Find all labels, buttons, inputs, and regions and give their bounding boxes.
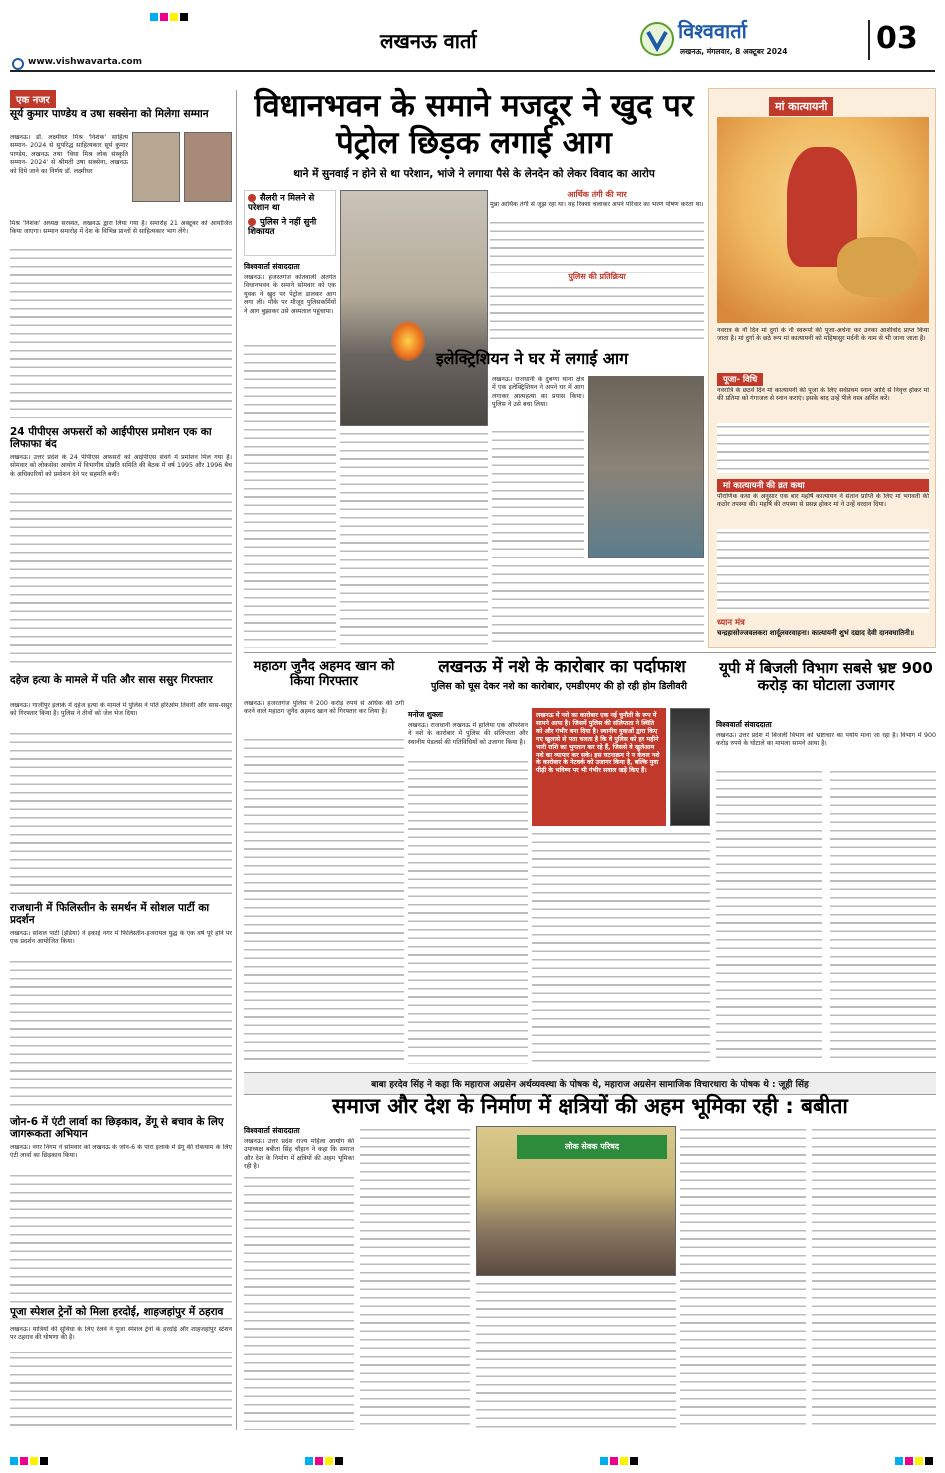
- bottom-byline: विश्ववार्ता संवाददाता: [244, 1126, 300, 1135]
- sidebar-title: मां कात्यायनी: [769, 97, 833, 116]
- electrician-headline: इलेक्ट्रिशियन ने घर में लगाई आग: [435, 349, 629, 368]
- bottom-headline: समाज और देश के निर्माण में क्षत्रियों की अहम भूमिका रही : बबीता: [332, 1094, 848, 1118]
- drugs-subheadline: पुलिस को घूस देकर नशे का कारोबार, एमडीएमए की हो रही होम डिलीवरी: [431, 681, 687, 692]
- drugs-body: लखनऊ। राजधानी लखनऊ में हालिया एक ऑपरेशन ने नशे के कारोबार में पुलिस की संलिप्तता और स्थानीय पेडलर्स की गतिविधियों को उजागर किया है।: [408, 722, 528, 746]
- mantra-title: ध्यान मंत्र: [717, 618, 745, 628]
- power-body: लखनऊ। उत्तर प्रदेश में बिजली विभाग को भ्रष्टाचार का पर्याय माना जा रहा है। विभाग में 900 करोड़ रुपये के घोटाले का मामला सामने आया है।: [716, 732, 936, 748]
- story4-headline: राजधानी में फिलिस्तीन के समर्थन में सोशल पार्टी का प्रदर्शन: [10, 902, 210, 927]
- puja-title: पूजा- विधि: [717, 373, 763, 386]
- story3-body-text: [10, 730, 232, 894]
- power-byline: विश्ववार्ता संवाददाता: [716, 720, 772, 729]
- drugs-pull-quote: लखनऊ में नशे का कारोबार एक नई चुनौती के रूप में सामने आया है। जिसमें पुलिस की संलिप्तता ने स्थिति को और गंभीर बना दिया है। स्थानीय युवाओं द्वारा किए गए खुलासे से पता चलता है कि वे पुलिस को हर महीने भारी राशि का भुगतान कर रहे हैं, जिससे वे खुलेआम नशे का व्यापार कर सके। इस घटनाक्रम ने न केवल नशे के कारोबार के नेटवर्क को उजागर किया है, बल्कि युवा पीढ़ी के भविष्य पर भी गंभीर सवाल खड़े किए हैं।: [532, 708, 666, 826]
- story1-intro: लखनऊ। डॉ. लक्ष्मीधर मिश्र 'निशंक' साहित्य सम्मान- 2024 से सुपरिद्ध साहित्यकार सूर्य कुमार पाण्डेय, लखनऊ तथा 'विधा मिश्र लोक संस्कृति सम्मान- 2024' से श्रीमती उषा सक्सेना, लखनऊ को दिये जाने का निर्णय डॉ. लक्ष्मीधर: [10, 134, 128, 175]
- main-byline: विश्ववार्ता संवाददाता: [244, 262, 300, 271]
- main-headline: विधानभवन के समाने मजदूर ने खुद पर पेट्रोल छिड़क लगाई आग: [254, 88, 694, 161]
- section-label: एक नजर: [10, 90, 56, 108]
- power-headline: यूपी में बिजली विभाग सबसे भ्रष्ट 900 करोड़ का घोटाला उजागर: [719, 659, 933, 695]
- bottom-kicker: बाबा हरदेव सिंह ने कहा कि महाराज अग्रसेन अर्थव्यवस्था के पोषक थे, महाराज अग्रसेन सामाजिक विचारधारा के पोषक थे : जूही सिंह: [244, 1072, 936, 1095]
- page-number-divider: [868, 20, 870, 60]
- cmyk-marks-footer: [10, 1450, 935, 1460]
- story2-body-text: [10, 490, 232, 666]
- electrician-body-text: [492, 428, 584, 558]
- story5-headline: जोन-6 में एंटी लार्वा का छिड़काव, डेंगू से बचाव के लिए जागरूकता अभियान: [10, 1116, 224, 1141]
- electrician-body: लखनऊ। राजधानी के दुबग्गा थाना क्षेत्र में एक इलेक्ट्रिशियन ने अपने घर में आग लगाकर आत्महत्या का प्रयास किया। पुलिस ने उसे बचा लिया।: [492, 376, 584, 409]
- bottom-body: लखनऊ। उत्तर प्रदेश राज्य महिला आयोग की उपाध्यक्ष बबीता सिंह चौहान ने कहा कि समाज और देश के निर्माण में क्षत्रियों की अहम भूमिका रही है।: [244, 1138, 354, 1171]
- story4-body-text: [10, 958, 232, 1108]
- masthead-rule: [10, 70, 935, 72]
- lion-figure-shape: [837, 237, 917, 297]
- power-col2: [830, 768, 936, 1064]
- bullet-1: सैलरी न मिलने से परेशान था: [248, 193, 315, 214]
- sidebar-caption: नवरात्र के नौ दिन मां दुर्गा के नौ स्वरूपों की पूजा-अर्चना कर उनका आशीर्वाद प्राप्त किया जाता है। मां दुर्गा के छठे रूप मां कात्यायनी को महिषासुर मर्दनी के नाम से भी जाना जाता है।: [717, 327, 929, 343]
- junaid-headline: महाठग जुनैद अहमद खान को किया गिरफ्तार: [253, 659, 395, 689]
- story6-headline: पूजा स्पेशल ट्रेनों को मिला हरदोई, शाहजहांपुर में ठहराव: [10, 1306, 232, 1318]
- bottom-col2: [360, 1126, 470, 1430]
- event-banner: लोक सेवक परिषद: [517, 1135, 667, 1159]
- main-photo-fire: [340, 190, 488, 426]
- junaid-body-text: [244, 736, 404, 1064]
- economic-box: [490, 190, 704, 270]
- story2-headline: 24 पीपीएस अफसरों को आईपीएस प्रमोशन एक का लिफाफा बंद: [10, 426, 212, 451]
- main-subheadline: थाने में सुनवाई न होने से था परेशान, भांजे ने लगाया पैसे के लेनदेन को लेकर विवाद का आरोप: [293, 168, 655, 180]
- economic-box-title: आर्थिक तंगी की मार: [567, 190, 627, 199]
- story6-body-text: [10, 1354, 232, 1428]
- sidebar: [708, 88, 936, 648]
- cmyk-marks-top: [150, 6, 190, 25]
- katha-text: पौराणिक कथा के अनुसार एक बार महर्षि कात्यायन ने संतान प्राप्ति के लिए मां भगवती की कठोर तपस्या की। महर्षि की तपस्या से प्रसन्न होकर मां ने उन्हें वरदान दिया।: [717, 493, 929, 509]
- main-bullets: [244, 190, 336, 256]
- story5-body: लखनऊ। नगर निगम ने सोमवार को लखनऊ के जोन-6 के पारा इलाके में डेंगू की रोकथाम के लिए एंटी लार्वा का छिड़काव किया।: [10, 1144, 232, 1160]
- drugs-headline: लखनऊ में नशे के कारोबार का पर्दाफाश: [438, 657, 686, 677]
- masthead: [0, 0, 945, 88]
- electrician-photo: [588, 376, 704, 558]
- economic-box-lines: [490, 219, 704, 273]
- left-divider: [236, 90, 237, 1430]
- story6-body: लखनऊ। यात्रियों की सुविधा के लिए रेलवे ने पूजा स्पेशल ट्रेनों के हरदोई और शाहजहांपुर स्टेशन पर ठहराव की घोषणा की है।: [10, 1326, 232, 1352]
- bullet-dot-icon: [248, 194, 256, 202]
- website-url[interactable]: www.vishwavarta.com: [28, 57, 142, 67]
- bottom-col5: [812, 1126, 936, 1430]
- story4-body: लखनऊ। सोशल पार्टी (इंडिया) ने इकाई नगर में फिलिस्तीन-इजरायल युद्ध के एक वर्ष पूरे होने पर एक प्रदर्शन आयोजित किया।: [10, 930, 232, 946]
- bottom-col1: [244, 1174, 354, 1430]
- bullet-dot-icon: [248, 218, 256, 226]
- drugs-body-text: [408, 758, 528, 1064]
- mantra-text: चन्द्रहासोज्जवलकरा शार्दूलवरवाहना। कात्यायनी शुभं दद्याद देवी दानवघातिनी॥: [717, 629, 915, 637]
- main-body-col2: [340, 430, 488, 648]
- bottom-col4: [680, 1126, 806, 1430]
- story1-headline: सूर्य कुमार पाण्डेय व उषा सक्सेना को मिलेगा सम्मान: [10, 108, 209, 120]
- main-body-text: [244, 342, 336, 648]
- story3-body: लखनऊ। गाजीपुर इलाके में दहेज हत्या के मामले में पुलिस ने पति हरिओम तिवारी और सास-ससुर को गिरफ्तार किया है। पुलिस ने तीनों को जेल भेज दिया।: [10, 702, 232, 718]
- paper-name: विश्ववार्ता: [678, 19, 747, 43]
- paper-logo-icon: [640, 22, 674, 56]
- bullet-2: पुलिस ने नहीं सुनी शिकायत: [248, 217, 317, 238]
- story2-body: लखनऊ। उत्तर प्रदेश के 24 पीपीएस अफसरों को आईपीएस संवर्ग में प्रमोशन मिल गया है। सोमवार को लोकसेवा आयोग में विभागीय प्रोन्नति समिति की बैठक में वर्ष 1995 और 1996 बैच के अधिकारियों को प्रमोशन देने पर सहमति बनी।: [10, 454, 232, 478]
- portrait-man: [132, 132, 180, 202]
- left-column: [10, 90, 232, 1430]
- drugs-photo: [670, 708, 710, 826]
- drugs-col2: [532, 830, 710, 1064]
- main-body: लखनऊ। हजरतगंज कोतवाली अंतर्गत विधानभवन के समाने सोमवार को एक युवक ने खुद पर पेट्रोल डालकर आग लगा ली। मौके पर मौजूद पुलिसकर्मियों ने आग बुझाकर उसे अस्पताल पहुंचाया।: [244, 274, 336, 315]
- reaction-label: पुलिस की प्रतिक्रिया: [568, 272, 626, 281]
- power-body-text: [716, 768, 822, 1064]
- katha-body-lines: [717, 529, 929, 613]
- portrait-woman: [184, 132, 232, 202]
- page-number: 03: [876, 21, 918, 56]
- globe-icon: [12, 58, 24, 70]
- puja-text: नवरात्रि के छठवें दिन मां कात्यायनी की पूजा के लिए सर्वप्रथम स्नान आदि से निवृत्त होकर मां की प्रतिमा को गंगाजल से स्नान कराएं। इसके बाद उन्हें पीले वस्त्र अर्पित करें।: [717, 387, 929, 403]
- katha-title: मां कात्यायनी की व्रत कथा: [717, 479, 929, 492]
- bottom-col3: [476, 1280, 676, 1430]
- story3-headline: दहेज हत्या के मामले में पति और सास ससुर गिरफ्तार: [10, 674, 213, 686]
- bottom-event-photo: [476, 1126, 676, 1276]
- place-date: लखनऊ, मंगलवार, 8 अक्टूबर 2024: [680, 47, 788, 56]
- section-title: लखनऊ वार्ता: [380, 29, 477, 53]
- mid-rule: [244, 652, 936, 653]
- junaid-body: लखनऊ। हजरतगंज पुलिस ने 200 करोड़ रुपये से अधिक की ठगी करने वाले महाठग जुनैद अहमद खान को गिरफ्तार कर लिया है।: [244, 700, 404, 716]
- reaction-text: [490, 284, 704, 342]
- electrician-bottom-text: [492, 562, 704, 648]
- puja-body-lines: [717, 423, 929, 473]
- story1-body-text: [10, 246, 232, 418]
- economic-box-text: मुन्ना आर्थिक तंगी से जूझ रहा था। वह रिक्शा चलाकर अपने परिवार का भरण पोषण करता था।: [490, 201, 704, 209]
- story1-body: मिश्र 'निशंक' अध्यक्ष सरस्वत, लखनऊ द्वारा लिया गया है। समारोह 21 अक्टूबर को आयोजित किया जाएगा। सम्मान समारोह में देश के विभिन्न प्रान्तों से साहित्यकार भाग लेंगे।: [10, 220, 232, 236]
- goddess-illustration: [717, 117, 929, 323]
- drugs-byline: मनोज शुक्ला: [408, 710, 443, 719]
